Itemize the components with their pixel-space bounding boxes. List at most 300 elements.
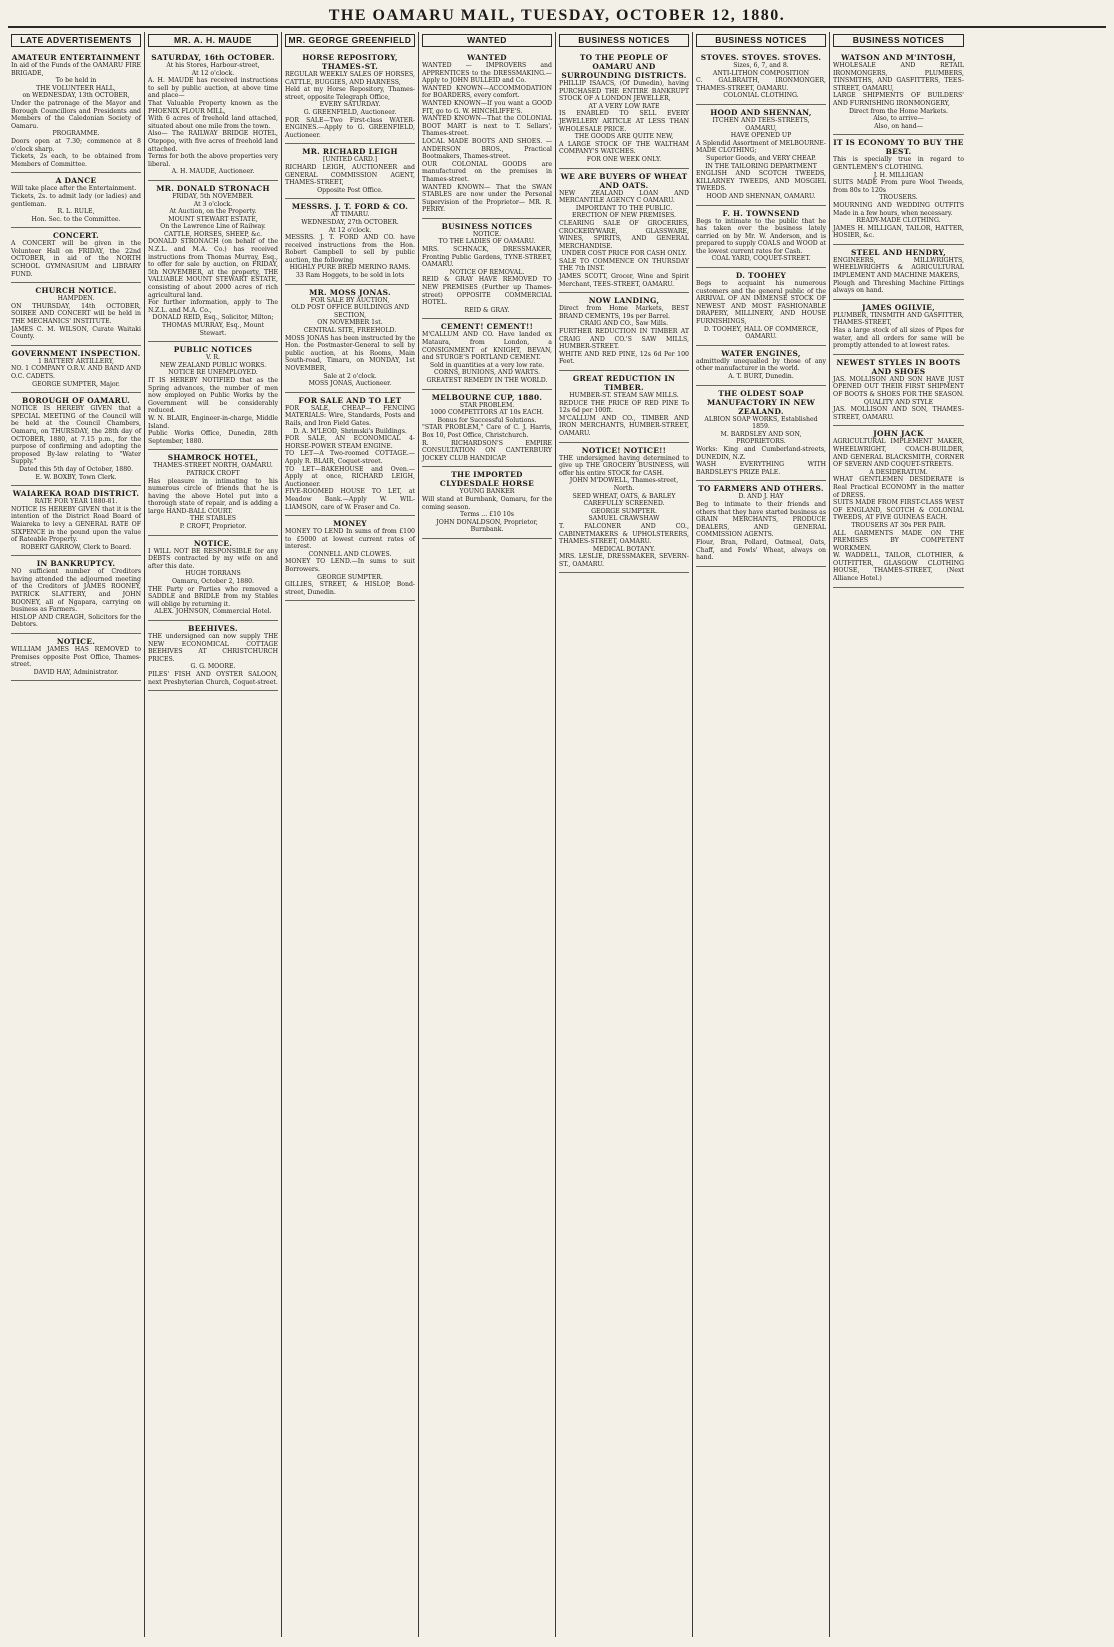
advertisement-line: READY-MADE CLOTHING. [856,217,941,225]
advertisement-line: Has a large stock of all sizes of Pipes for water, and all orders for same will be promptly attended to at lowest rates. [833,327,964,350]
advertisement-line: Under the patronage of the Mayor and Borough Councillors and Presidents and Members of the Caledonian Society of Oamaru. [11,99,141,130]
advertisement-line: IMPORTANT TO THE PUBLIC. [575,204,673,212]
advertisement-line: RICHARD LEIGH, AUCTIONEER and GENERAL COMMISSION AGENT, THAMES-STREET, [285,163,415,187]
advertisement-title: PUBLIC NOTICES [173,345,253,355]
advertisement-line: COAL YARD, COQUET-STREET. [711,255,811,263]
advertisement-line: [UNITED CARD.] [322,156,378,164]
advertisement-line: THOMAS MURRAY, Esq., Mount Stewart. [162,322,264,337]
advertisement-line: That Valuable Property known as the PHOENIX FLOUR MILL, [148,99,278,115]
advertisement-line: Hon. Sec. to the Committee. [31,215,121,223]
advertisement-line: R. RICHARDSON'S EMPIRE CONSULTATION ON CANTERBURY JOCKEY CLUB HANDICAP. [422,439,552,462]
advertisement-body [696,218,826,264]
advertisement-line: MONEY TO LEND.—In sums to suit Borrowers. [285,558,415,574]
advertisement [559,293,689,371]
advertisement-line: ON NOVEMBER 1st. [317,319,383,327]
advertisement-body [11,295,141,341]
advertisement-line: ERECTION OF NEW PREMISES. [572,212,676,220]
advertisement-line: GILLIES, STREET, & HISLOP, Bond-street, Dunedin. [285,581,415,596]
advertisement-line: JOHN M'DOWELL, Thames-street, North. [569,477,679,492]
advertisement-line: Tickets, 2s. to admit lady (or ladies) and gentleman. [11,192,141,208]
advertisement-line: JAMES SCOTT, Grocer, Wine and Spirit Merchant, TEES-STREET, OAMARU. [559,273,689,288]
advertisement-line: FOR SALE, AN ECONOMICAL 4-HORSE-POWER STEAM ENGINE. [285,435,415,450]
advertisement-line: NO. 1 COMPANY O.R.V. AND BAND AND O.C. CADETS. [11,365,141,380]
advertisement-line: MOURNING AND WEDDING OUTFITS Made in a few hours, when necessary. [833,201,964,217]
advertisement-body [148,462,278,530]
advertisement-line: WANTED KNOWN—That the COLONIAL BOOT MART is next to T. Sellars', Thames-street. [422,115,552,138]
advertisement-body [148,193,278,337]
advertisement-line: FOR SALE BY AUCTION, [310,296,390,304]
advertisement-body [11,498,141,551]
advertisement-line: REID & GRAY HAVE REMOVED TO NEW PREMISES (Further up Thames-street) OPPOSITE COMMERCIAL HOTEL. [422,276,552,307]
advertisement-title: SATURDAY, 16th OCTOBER. [151,53,275,62]
advertisement [833,245,964,300]
advertisement-line: MRS. LESLIE, DRESSMAKER, SEVERN-ST., OAMARU. [559,553,689,568]
advertisement-line: EVERY SATURDAY. [319,101,381,109]
advertisement-line: MEDICAL BOTANY. [592,545,656,553]
advertisement-line: LOCAL MADE BOOTS AND SHOES. —ANDERSON BROS., Practical Bootmakers, Thames-street. [422,137,552,161]
advertisement-line: A CONCERT will be given in the Volunteer Hall on FRIDAY, the 22nd OCTOBER, in aid of the NORTH SCHOOL GYMNASIUM and LIBRARY FUND. [11,240,141,278]
advertisement-body [11,185,141,223]
advertisement-body [422,488,552,534]
advertisement-line: W. N. BLAIR, Engineer-in-charge, Middle Island. [148,414,278,430]
advertisement-line: WHOLESALE AND RETAIL IRONMONGERS, PLUMBERS, TINSMITHS, AND GASFITTERS, TEES-STREET, OAMARU, [833,62,964,92]
advertisement-line: admittedly unequalled by those of any other manufacturer in the world. [696,357,826,373]
advertisement-line: Beg to intimate to their friends and others that they have started business as GRAIN MERCHANTS, PRODUCE DEALERS, AND GENERAL COMMISSION AGENTS. [696,500,826,539]
advertisement [559,443,689,574]
advertisement-line: STAR PROBLEM. [459,401,515,409]
advertisement-line: CAREFULLY SCREENED. [583,500,665,508]
advertisement-line: NEW ZEALAND LOAN AND MERCANTILE AGENCY C OAMARU. [559,189,689,205]
advertisement-line: FRIDAY, 5th NOVEMBER. [172,192,254,200]
advertisement-line: Sold in quantities at a very low rate. [429,361,545,369]
advertisement-body [148,62,278,176]
advertisement-line: THE VOLUNTEER HALL, [36,84,116,92]
advertisement-body [422,62,552,214]
column-7 [830,32,967,1637]
advertisement-body [559,392,689,438]
advertisement-line: ALEX. JOHNSON, Commercial Hotel. [154,608,272,616]
advertisement-line: JAMES H. MILLIGAN, TAILOR, HATTER, HOSIER, &c. [833,224,964,240]
column-3 [282,32,419,1637]
advertisement-line: "STAR PROBLEM," Care of C. J. Harris, Box 10, Post Office, Christchurch. [422,424,552,439]
advertisement-title: SHAMROCK HOTEL, [167,453,259,463]
advertisement-line: WANTED KNOWN—If you want a GOOD FIT, go to G. W. HINCHLIFFE'S. [422,99,552,115]
advertisement-line: QUALITY AND STYLE [863,398,934,406]
advertisement-line: Flour, Bran, Pollard, Oatmeal, Oats, Chaff, and Fowls' Wheat, always on hand. [696,538,826,562]
advertisement-line: At 12 o'clock. [328,226,372,234]
advertisement-title: WATER ENGINES, [721,348,801,358]
advertisement-line: COLONIAL CLOTHING. [723,92,799,100]
advertisement-title: BEEHIVES. [188,624,238,633]
advertisement-line: THE STABLES [190,515,236,523]
advertisement-line: FOR ONE WEEK ONLY. [586,155,662,163]
advertisement-line: WANTED KNOWN—ACCOMMODATION for BOARDERS, every comfort. [422,84,552,100]
advertisement-line: At Auction, on the Property. [169,208,257,216]
advertisement-line: JAS. MOLLISON AND SON HAVE JUST OPENED OUT THEIR FIRST SHIPMENT OF BOOTS & SHOES FOR THE SEASON. [833,375,964,398]
advertisement-title: TO THE PEOPLE OF OAMARU AND SURROUNDING DISTRICTS. [561,53,687,80]
advertisement-line: Superior Goods, and VERY CHEAP. [706,154,816,162]
advertisement-line: WEDNESDAY, 27th OCTOBER. [301,218,399,226]
advertisement-title: HORSE REPOSITORY, THAMES-ST. [302,53,398,71]
advertisement [11,283,141,346]
advertisement-line: RATE FOR YEAR 1880-81. [34,498,118,506]
advertisement-body [11,646,141,676]
advertisement-body [11,405,141,481]
advertisement-line: SUITS MADE From pure Wool Tweeds, from 80s to 120s [833,179,964,194]
advertisement [11,346,141,393]
advertisement-body [833,156,964,240]
advertisement-line: HUMBER-ST. STEAM SAW MILLS. [569,392,679,399]
advertisement-line: ITCHEN AND TEES-STREETS, OAMARU, [712,116,810,132]
advertisement-line: MESSRS. J. T. FORD AND CO. have received instructions from the Hon. Robert Campbell to sell by public auction, the following [285,234,415,264]
advertisement-body [833,312,964,350]
advertisement-body [148,633,278,686]
advertisement-line: WILLIAM JAMES HAS REMOVED to Premises opposite Post Office, Thames-street. [11,646,141,669]
advertisement-line: TROUSERS AT 30s PER PAIR. [851,521,946,529]
advertisement-title: AMATEUR ENTERTAINMENT [11,53,141,62]
advertisement-body [696,416,826,477]
advertisement [285,50,415,144]
advertisement-line: Direct from the Home Markets. [848,107,949,115]
advertisement-line: MOUNT STEWART ESTATE, [168,215,258,223]
advertisement-line: A DESIDERATUM. [869,468,928,476]
advertisement-line: SAMUEL CRAWSHAW [588,515,660,523]
advertisement-line: Also, to arrive— [873,115,924,123]
advertisement-body [696,117,826,201]
advertisement-line: PILES' FISH AND OYSTER SALOON, next Presbyterian Church, Coquet-street. [148,670,278,686]
advertisement-body [422,231,552,315]
advertisement-line: Will take place after the Entertainment. [11,185,137,193]
advertisement-title: IT IS ECONOMY TO BUY THE BEST. [833,138,964,157]
advertisement-line: LARGE SHIPMENTS OF BUILDERS' AND FURNISHING IRONMONGERY, [833,92,964,107]
advertisement-title: NOTICE. [193,538,233,548]
column-header: MR. A. H. MAUDE [148,34,278,47]
advertisement-body [11,358,141,388]
advertisement-title: STOVES. STOVES. STOVES. [700,53,822,62]
advertisement [148,342,278,450]
advertisement-line: Oamaru, October 2, 1880. [171,578,255,586]
advertisement-line: THE Party or Parties who removed a SADDLE and BRIDLE from my Stables will oblige by returning it. [148,585,278,608]
advertisement-line: Also, on hand— [874,122,923,130]
advertisement-title: F. H. TOWNSEND [722,208,800,218]
advertisement-line: HUGH TORRANS [185,570,241,578]
advertisement-title: THE IMPORTED CLYDESDALE HORSE [439,470,535,489]
advertisement-title: CHURCH NOTICE. [35,286,117,296]
advertisement-title: MELBOURNE CUP, 1880. [431,392,543,402]
advertisement-line: E. W. BOXBY, Town Clerk. [35,473,117,481]
advertisement [11,173,141,228]
masthead: THE OAMARU MAIL, TUESDAY, OCTOBER 12, 1880. [8,6,1106,28]
advertisement-title: MR. DONALD STRONACH [156,183,270,193]
column-header: LATE ADVERTISEMENTS [11,34,141,47]
advertisement-title: WANTED [467,53,507,62]
advertisement-title: WATSON AND M'INTOSH, [841,53,956,62]
advertisement-title: WE ARE BUYERS OF WHEAT AND OATS. [560,171,688,190]
advertisement-line: HISLOP AND CREAGH, Solicitors for the Debtors. [11,613,141,629]
advertisement-line: Doors open at 7.30; commence at 8 o'clock sharp. [11,137,141,153]
advertisement-body [696,280,826,341]
advertisement-body [559,190,689,289]
advertisement [559,50,689,169]
advertisement-title: CONCERT. [52,231,100,241]
advertisement-line: R. L. RULE, [57,208,95,216]
advertisement-line: CRAIG AND CO., Saw Mills. [580,320,668,328]
advertisement-body [148,548,278,616]
advertisement-line: Terms for both the above properties very liberal. [148,153,278,168]
advertisement-body [833,438,964,582]
advertisement-title: MR. MOSS JONAS. [309,287,391,297]
advertisement-body [11,568,141,629]
advertisement [148,621,278,691]
advertisement-body [148,354,278,445]
advertisement-title: MESSRS. J. T. FORD & CO. [291,202,409,212]
advertisement-title: GOVERNMENT INSPECTION. [11,348,141,358]
advertisement [148,181,278,342]
advertisement-line: PROGRAMME. [52,130,100,138]
advertisement [148,450,278,535]
advertisement [11,556,141,634]
column-2 [145,32,282,1637]
advertisement [696,206,826,269]
advertisement [833,355,964,427]
advertisement-body [285,297,415,388]
advertisement-body [11,240,141,278]
advertisement-title: TO FARMERS AND OTHERS. [698,484,824,494]
advertisement-body [285,211,415,279]
advertisement-line: REID & GRAY. [464,306,510,314]
advertisement-line: NO sufficient number of Creditors having attended the adjourned meeting of the Creditors of JAMES ROONEY, PATRICK SLATTERY, and JOHN ROONEY, all of Ngapara, carrying on business as Farmers. [11,568,141,614]
advertisement [11,634,141,681]
advertisement-line: ON THURSDAY, 14th OCTOBER, SOIREE AND CONCERT will be held in THE MECHANICS' INSTITUTE. [11,302,141,326]
advertisement-line: ANTI-LITHON COMPOSITION [712,69,810,77]
column-header: BUSINESS NOTICES [833,34,964,47]
advertisement [696,50,826,105]
advertisement-line: Begs to acquaint his numerous customers and the general public of the ARRIVAL OF AN IMMENSE STOCK OF NEWEST AND MOST FASHIONABLE DRAPERY, MILLINERY, AND HOUSE FURNISHINGS, [696,280,826,326]
advertisement-line: V. R. [206,354,220,362]
advertisement-line: Held at my Horse Repository, Thames-street, opposite Telegraph Office, [285,86,415,101]
advertisement-line: IT IS HEREBY NOTIFIED that as the Spring advances, the number of men now employed on Public Works by the Government will be considerably reduced. [148,376,278,415]
advertisement-line: A LARGE STOCK OF THE WALTHAM COMPANY'S WATCHES. [559,140,689,156]
advertisement-line: WANTED KNOWN— That the SWAN STABLES are now under the Personal Supervision of the Proprietor— MR. R. PERRY. [422,183,552,214]
advertisement-line: GREATEST REMEDY IN THE WORLD. [426,376,548,384]
advertisement [11,50,141,173]
advertisement-line: D. AND J. HAY [738,493,784,501]
advertisement-line: OLD POST OFFICE BUILDINGS AND SECTION, [290,304,410,319]
advertisement-line: SEED WHEAT, OATS, & BARLEY [572,492,676,500]
advertisement [833,135,964,245]
advertisement-line: 33 Ram Hoggets, to be sold in lots [295,272,405,280]
advertisement-line: Will stand at Burnbank, Oamaru, for the coming season. [422,495,552,511]
advertisement-line: TO THE LADIES OF OAMARU. [438,238,536,246]
advertisement-title: NOW LANDING, [588,296,660,306]
advertisement-line: A. T. BURT, Dunedin. [728,373,794,380]
column-5 [556,32,693,1637]
advertisement-line: 1 BATTERY ARTILLERY, [37,357,115,365]
advertisement-line: WHITE AND RED PINE, 12s 6d Per 100 Feet. [559,350,689,366]
advertisement-line: A Splendid Assortment of MELBOURNE-MADE CLOTHING; [696,139,826,155]
advertisement-line: FOR SALE, CHEAP— FENCING MATERIALS: Wire, Standards, Posts and Rails, and Iron Field Gates. [285,404,415,427]
advertisement-title: BUSINESS NOTICES [441,221,533,231]
advertisement [148,536,278,621]
advertisement-line: PATRICK CROFT [186,469,240,477]
advertisement-line: CONNELL AND CLOWES. [308,550,392,558]
advertisement [422,467,552,539]
advertisement-line: I WILL NOT BE RESPONSIBLE for any DEBTS contracted by my wife on and after this date. [148,547,278,570]
columns [8,32,1106,1637]
advertisement-line: C. GALBRAITH, IRONMONGER, THAMES-STREET, OAMARU. [696,77,826,92]
advertisement-line: TO LET—A Two-roomed COTTAGE.—Apply R. BLAIR, Coquet-street. [285,450,415,465]
advertisement-body [696,62,826,100]
advertisement-line: AT A VERY LOW RATE [588,102,660,110]
advertisement-line: At his Stores, Harbour-street, [166,62,260,69]
advertisement [11,393,141,486]
advertisement-title: NOTICE. [56,637,96,647]
advertisement-line: WHAT GENTLEMEN DESIDERATE is Real Practical ECONOMY in the matter of DRESS. [833,476,964,499]
advertisement-line: AT TIMARU. [330,211,370,219]
advertisement-line: SALE TO COMMENCE ON THURSDAY THE 7th INST. [559,257,689,273]
advertisement-body [285,405,415,511]
advertisement-line: ALBION SOAP WORKS, Established 1859. [704,415,818,431]
advertisement [559,371,689,443]
advertisement-line: Begs to intimate to the public that he has taken over the business lately carried on by Mr. W. Anderson, and is prepared to supply COALS and WOOD at the lowest current rates for Cash. [696,217,826,255]
advertisement [285,285,415,393]
column-header: WANTED [422,34,552,47]
advertisement-line: Also— The RAILWAY BRIDGE HOTEL, Otepopo, with five acres of freehold land attached. [148,130,278,153]
advertisement-title: BOROUGH OF OAMARU. [22,396,130,406]
advertisement-line: REGULAR WEEKLY SALES OF HORSES, CATTLE, BUGGIES, AND HARNESS, [285,71,415,86]
advertisement [696,105,826,206]
advertisement-line: W. WADDELL, TAILOR, CLOTHIER, & OUTFITTER, GLASGOW CLOTHING HOUSE, THAMES-STREET, (Next Alliance Hotel.) [833,552,964,583]
advertisement-line: FURTHER REDUCTION IN TIMBER AT CRAIG AND CO.'S SAW MILLS, HUMBER-STREET. [559,328,689,351]
advertisement-line: OUR COLONIAL GOODS are manufactured on the premises in Thames-street. [422,160,552,183]
advertisement-line: THAMES-STREET NORTH, OAMARU. [153,462,273,470]
advertisement-line: HIGHLY PURE BRED MERINO RAMS. [289,264,411,272]
advertisement [833,300,964,355]
advertisement-line: A. H. MAUDE has received instructions to sell by public auction, at above time and place— [148,77,278,100]
advertisement-line: M. BARDSLEY AND SON, PROPRIETORS. [720,430,802,446]
advertisement-title: IN BANKRUPTCY. [36,559,116,569]
advertisement-title: STEEL AND HENDRY, [850,247,947,257]
advertisement-title: MR. RICHARD LEIGH [302,147,398,157]
advertisement-line: WANTED — IMPROVERS and APPRENTICES to the DRESSMAKING.—Apply to JOHN BULLEID and Co. [422,62,552,85]
advertisement-line: YOUNG BANKER [459,488,515,496]
advertisement-line: DONALD REID, Esq., Solicitor, Milton; [152,314,274,322]
advertisement-line: ALL GARMENTS MADE ON THE PREMISES BY COMPETENT WORKMEN. [833,529,964,552]
advertisement-line: T. FALCONER AND CO., CABINETMAKERS & UPHOLSTERERS, THAMES-STREET, OAMARU. [559,522,689,546]
advertisement [833,426,964,587]
advertisement-line: DAVID HAY, Administrator. [33,668,119,676]
advertisement-line: AGRICULTURAL IMPLEMENT MAKER, WHEELWRIGHT, COACH-BUILDER, AND GENERAL BLACKSMITH, CORNER OF SEVERN AND COQUET-STREETS. [833,438,964,469]
advertisement [422,319,552,389]
advertisement-line: UNDER COST PRICE FOR CASH ONLY. [561,250,687,258]
advertisement-line: DONALD STRONACH (on behalf of the N.Z.L. and M.A. Co.) has received instructions from Thomas Murray, Esq., to offer for sale by auction, on FRIDAY, 5th NOVEMBER, at the property, THE VALUABLE MOUNT STEWART ESTATE, consisting of about 2000 acres of rich agricultural land. [148,238,278,299]
advertisement-line: GEORGE SUMPTER, Major. [32,380,120,388]
advertisement-line: PHILLIP ISAACS, (Of Dunedin), having PURCHASED THE ENTIRE BANKRUPT STOCK OF A LONDON JEWELLER, [559,80,689,103]
advertisement-line: CLEARING SALE OF GROCERIES, CROCKERYWARE, GLASSWARE, WINES, SPIRITS, AND GENERAL MERCHANDISE. [559,219,689,250]
advertisement [148,50,278,181]
advertisement-line: G. GREENFIELD, Auctioneer. [303,108,397,116]
advertisement [285,199,415,284]
advertisement-body [285,528,415,596]
advertisement [285,516,415,601]
advertisement-line: At 3 o'clock. [193,200,233,208]
advertisement-body [422,402,552,463]
advertisement-line: M'CALLUM AND CO., TIMBER AND IRON MERCHANTS, HUMBER-STREET, OAMARU. [559,414,689,437]
column-1 [8,32,145,1637]
advertisement [422,390,552,468]
column-header: BUSINESS NOTICES [696,34,826,47]
advertisement-line: GEORGE SUMPTER. [591,507,657,515]
column-header: BUSINESS NOTICES [559,34,689,47]
advertisement [285,393,415,516]
advertisement-line: ENGLISH AND SCOTCH TWEEDS, KILLARNEY TWEEDS, AND MOSGIEL TWEEDS. [696,170,826,193]
advertisement-line: At 12 o'clock. [191,69,235,77]
advertisement-line: MRS. SCHNACK, DRESSMAKER, Fronting Public Gardens, TYNE-STREET, OAMARU. [422,246,552,269]
advertisement [696,346,826,386]
advertisement-body [559,455,689,569]
advertisement-line: This is specially true in regard to GENTLEMEN'S CLOTHING. [833,156,964,171]
advertisement-line: IN THE TAILORING DEPARTMENT [705,162,817,170]
advertisement-line: MOSS JONAS has been instructed by the Hon. the Postmaster-General to sell by public auction, at his Rooms, Main South-road, Timaru, on MONDAY, 1st NOVEMBER, [285,334,415,372]
advertisement-line: Direct from Home Markets, BEST BRAND CEMENTS, 19s per Barrel. [559,305,689,320]
advertisement-line: IS ENABLED TO SELL EVERY JEWELLERY ARTICLE AT LESS THAN WHOLESALE PRICE. [559,110,689,133]
advertisement [696,386,826,482]
advertisement-line: Has pleasure in intimating to his numerous circle of friends that he is having the above Hotel put into a thorough state of repair, and is adding a large HAND-BALL COURT. [148,477,278,515]
advertisement-title: WAIAREKA ROAD DISTRICT. [12,489,140,499]
column-4 [419,32,556,1637]
advertisement-line: JAMES C. M. WILSON, Curate Waitaki County. [11,325,141,341]
advertisement-line: NEW ZEALAND PUBLIC WORKS. [159,361,267,369]
advertisement-line: Opposite Post Office. [317,186,383,194]
advertisement-line: Public Works Office, Dunedin, 28th September, 1880. [148,430,278,445]
advertisement-line: Works: King and Cumberland-streets, DUNEDIN, N.Z. [696,445,826,461]
advertisement [833,50,964,135]
advertisement-line: REDUCE THE PRICE OF RED PINE To 12s 6d per 100ft. [559,399,689,415]
advertisement-line: HAMPDEN. [57,295,95,303]
advertisement-line: Plough and Threshing Machine Fittings always on hand. [833,279,964,295]
advertisement-line: 1000 COMPETITORS AT 10s EACH. [430,409,544,417]
advertisement-line: Bonus for Successful Solutions. [437,416,537,424]
advertisement-line: SUITS MADE FROM FIRST-CLASS WEST OF ENGLAND, SCOTCH & COLONIAL TWEEDS, AT FIVE GUINEAS EACH. [833,499,964,522]
advertisement [422,50,552,219]
advertisement-line: THE undersigned having determined to give up THE GROCERY BUSINESS, will offer his entire STOCK for CASH. [559,454,689,477]
advertisement-line: On the Lawrence Line of Railway. [160,223,266,231]
advertisement-line: THE undersigned can now supply THE NEW ECONOMICAL COTTAGE BEEHIVES AT CHRISTCHURCH PRICES. [148,633,278,663]
advertisement-line: M'CALLUM AND CO. Have landed ex Mataura, from London, a CONSIGNMENT of KNIGHT, BEVAN, and STURGE'S PORTLAND CEMENT. [422,331,552,362]
advertisement-line: NOTICE OF REMOVAL. [449,268,525,276]
advertisement-line: FIVE-ROOMED HOUSE TO LET, at Meadow Bank.—Apply W. WIL-LIAMSON, care of W. Fraser and Co. [285,488,415,511]
advertisement-line: MOSS JONAS, Auctioneer. [308,380,392,388]
advertisement-line: NOTICE. [472,230,502,238]
advertisement-line: MONEY TO LEND In sums of from £100 to £5000 at lowest current rates of interest. [285,528,415,551]
advertisement [11,228,141,283]
advertisement-line: D. TOOHEY, HALL OF COMMERCE, OAMARU. [703,325,819,341]
advertisement-body [559,305,689,366]
advertisement-line: PLUMBER, TINSMITH AND GASFITTER, THAMES-STREET, [833,311,964,327]
advertisement-line: NOTICE IS HEREBY GIVEN that a SPECIAL MEETING of the Council will be held at the Council Chambers, Oamaru, on THURSDAY, the 28th day of OCTOBER, 1880, at 7.15 p.m., for the purpose of confirming and adopting the proposed By-law relating to "Water Supply." [11,405,141,466]
advertisement-title: NOTICE! NOTICE!! [581,445,667,455]
advertisement-title: CEMENT! CEMENT!! [440,322,534,332]
advertisement-body [696,493,826,561]
advertisement-title: HOOD AND SHENNAN, [710,107,812,117]
advertisement-title: MONEY [333,519,367,529]
advertisement-line: JAS. MOLLISON AND SON, THAMES-STREET, OAMARU. [833,406,964,421]
advertisement-line: Tickets, 2s each, to be obtained from Members of Committee. [11,153,141,168]
advertisement-line: To be held in [55,77,97,85]
advertisement-body [833,376,964,422]
advertisement-line: G. G. MOORE. [190,663,236,671]
advertisement-line: THE GOODS ARE QUITE NEW, [574,133,674,141]
